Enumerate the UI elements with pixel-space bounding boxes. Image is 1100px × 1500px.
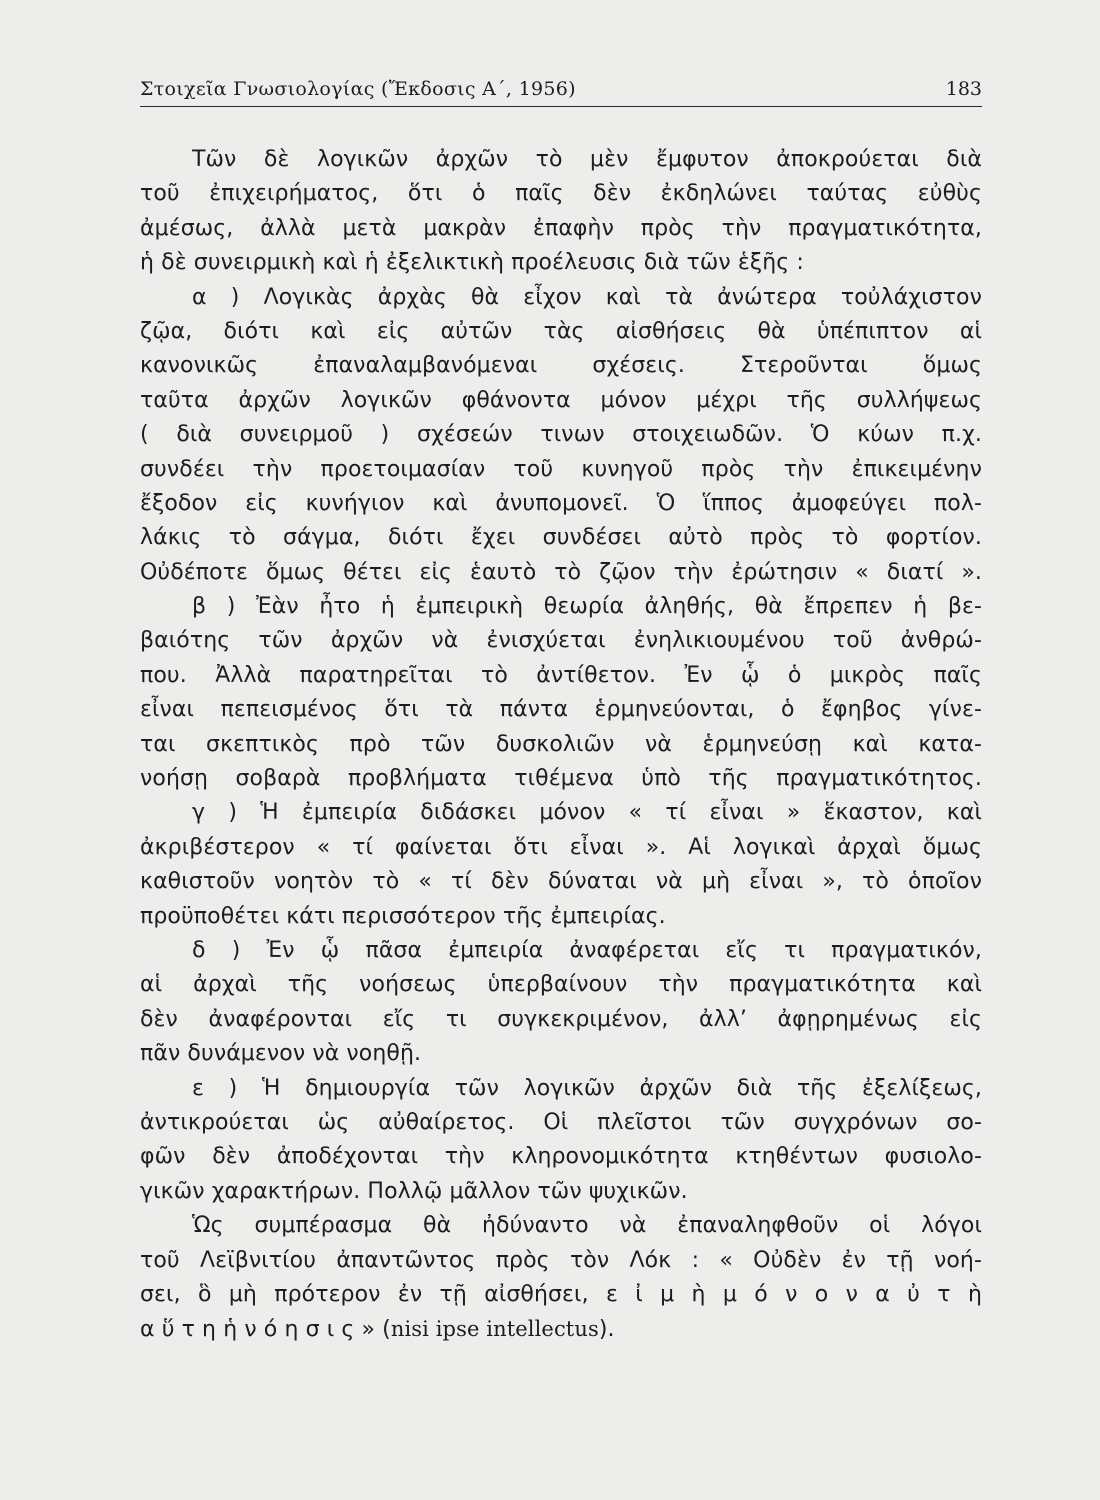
text-line: δ ) Ἐν ᾧ πᾶσα ἐμπειρία ἀναφέρεται εἴς τι πραγματικόν, <box>192 937 982 963</box>
text-line: Ὡς συμπέρασμα θὰ ἠδύναντο νὰ ἐπαναληφθοῦν οἱ λόγοι <box>192 1213 982 1239</box>
text-line: δὲν ἀναφέρονται εἴς τι συγκεκριμένον, ἀλλ’ ἀφῃρημένως εἰς <box>140 1006 982 1032</box>
text-line: λάκις τὸ σάγμα, διότι ἔχει συνδέσει αὐτὸ πρὸς τὸ φορτίον. <box>140 525 982 551</box>
text-line-final <box>140 1312 982 1346</box>
text-line: τοῦ Λεϊβνιτίου ἀπαντῶντος πρὸς τὸν Λόκ : « Οὐδὲν ἐν τῇ νοή- <box>140 1247 982 1273</box>
text-line: σει, ὃ μὴ πρότερον ἐν τῇ αἰσθήσει, ε ἰ μ ὴ μ ό ν ο ν α ὐ τ ὴ <box>140 1281 982 1307</box>
text-line: πᾶν δυνάμενον νὰ νοηθῇ. <box>140 1041 422 1067</box>
body-text <box>140 143 982 1347</box>
text-line: καθιστοῦν νοητὸν τὸ « τί δὲν δύναται νὰ μὴ εἶναι », τὸ ὁποῖον <box>140 869 982 895</box>
text-line: ἀντικρούεται ὡς αὐθαίρετος. Οἱ πλεῖστοι τῶν συγχρόνων σο- <box>140 1109 982 1135</box>
text-line: φῶν δὲν ἀποδέχονται τὴν κληρονομικότητα κτηθέντων φυσιολο- <box>140 1144 982 1170</box>
text-line: εἶναι πεπεισμένος ὅτι τὰ πάντα ἑρμηνεύονται, ὁ ἔφηβος γίνε- <box>140 697 982 723</box>
text-line: ἀκριβέστερον « τί φαίνεται ὅτι εἶναι ». Αἱ λογικαὶ ἀρχαὶ ὅμως <box>140 834 982 860</box>
text-line: ἔξοδον εἰς κυνήγιον καὶ ἀνυπομονεῖ. Ὁ ἵππος ἀμοφεύγει πολ- <box>140 490 982 516</box>
text-line: κανονικῶς ἐπαναλαμβανόμεναι σχέσεις. Στεροῦνται ὅμως <box>140 353 982 379</box>
text-line: προϋποθέτει κάτι περισσότερον τῆς ἐμπειρίας. <box>140 903 666 929</box>
text-line: συνδέει τὴν προετοιμασίαν τοῦ κυνηγοῦ πρὸς τὴν ἐπικειμένην <box>140 456 982 482</box>
page-number: 183 <box>945 78 982 100</box>
text-line: Οὐδέποτε ὅμως θέτει εἰς ἑαυτὸ τὸ ζῷον τὴν ἐρώτησιν « διατί ». <box>140 559 982 585</box>
text-line: νοήσῃ σοβαρὰ προβλήματα τιθέμενα ὑπὸ τῆς πραγματικότητος. <box>140 766 982 792</box>
text-line: ( διὰ συνειρμοῦ ) σχέσεών τινων στοιχειωδῶν. Ὁ κύων π.χ. <box>140 422 982 448</box>
text-line: ζῷα, διότι καὶ εἰς αὐτῶν τὰς αἰσθήσεις θὰ ὑπέπιπτον αἱ <box>140 318 982 344</box>
text-line: α ) Λογικὰς ἀρχὰς θὰ εἶχον καὶ τὰ ἀνώτερα τοὐλάχιστον <box>192 284 982 310</box>
text-line: Τῶν δὲ λογικῶν ἀρχῶν τὸ μὲν ἔμφυτον ἀποκρούεται διὰ <box>192 147 982 172</box>
running-title: Στοιχεῖα Γνωσιολογίας (Ἔκδοσις Α΄, 1956) <box>140 78 576 100</box>
final-line-close: ). <box>598 1317 615 1343</box>
text-line: ταῦτα ἀρχῶν λογικῶν φθάνοντα μόνον μέχρι τῆς συλλήψεως <box>140 387 982 413</box>
text-line: αἱ ἀρχαὶ τῆς νοήσεως ὑπερβαίνουν τὴν πραγματικότητα καὶ <box>140 972 982 998</box>
text-line: βαιότης τῶν ἀρχῶν νὰ ἐνισχύεται ἐνηλικιουμένου τοῦ ἀνθρώ- <box>140 628 982 654</box>
text-line: β ) Ἐὰν ἦτο ἡ ἐμπειρικὴ θεωρία ἀληθής, θὰ ἔπρεπεν ἡ βε- <box>192 594 982 620</box>
final-line-greek: α ὕ τ η ἡ ν ό η σ ι ς » ( <box>140 1317 391 1343</box>
text-line: ἡ δὲ συνειρμικὴ καὶ ἡ ἐξελικτικὴ προέλευσις διὰ τῶν ἑξῆς : <box>140 250 804 276</box>
text-line: ἀμέσως, ἀλλὰ μετὰ μακρὰν ἐπαφὴν πρὸς τὴν πραγματικότητα, <box>140 215 982 241</box>
text-line: τοῦ ἐπιχειρήματος, ὅτι ὁ παῖς δὲν ἐκδηλώνει ταύτας εὐθὺς <box>140 181 982 207</box>
text-line: ται σκεπτικὸς πρὸ τῶν δυσκολιῶν νὰ ἑρμηνεύσῃ καὶ κατα- <box>140 731 982 757</box>
text-line: ε ) Ἡ δημιουργία τῶν λογικῶν ἀρχῶν διὰ τῆς ἐξελίξεως, <box>192 1075 982 1101</box>
latin-phrase: nisi ipse intellectus <box>390 1317 599 1342</box>
text-line: γ ) Ἡ ἐμπειρία διδάσκει μόνον « τί εἶναι » ἕκαστον, καὶ <box>192 800 982 826</box>
text-line: γικῶν χαρακτήρων. Πολλῷ μᾶλλον τῶν ψυχικῶν. <box>140 1178 688 1204</box>
page-header <box>140 70 982 107</box>
text-line: που. Ἀλλὰ παρατηρεῖται τὸ ἀντίθετον. Ἐν ᾧ ὁ μικρὸς παῖς <box>140 662 982 688</box>
